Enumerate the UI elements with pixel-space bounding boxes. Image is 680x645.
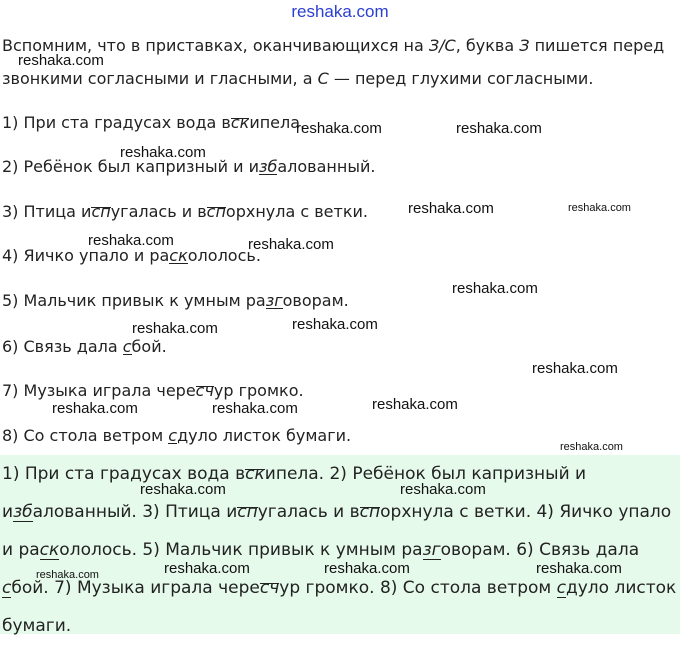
watermark: reshaka.com xyxy=(532,360,618,377)
prefix-mark: с xyxy=(122,337,132,356)
site-header-link[interactable]: reshaka.com xyxy=(291,2,389,21)
watermark: reshaka.com xyxy=(324,560,410,577)
prefix-mark: сп xyxy=(91,202,111,221)
watermark: reshaka.com xyxy=(248,236,334,253)
prefix-mark: ск xyxy=(169,246,188,265)
intro-paragraph: Вспомним, что в приставках, оканчивающихся на З/С, буква З пишется перед звонкими согласными и гласными, а С — перед глухими согласными. xyxy=(2,36,665,88)
answer-block xyxy=(0,455,680,634)
watermark: reshaka.com xyxy=(408,200,494,217)
list-item: 3) Птица исп угалась и всп орхнула с ветки. xyxy=(2,202,368,221)
watermark: reshaka.com xyxy=(52,400,138,417)
watermark: reshaka.com xyxy=(372,396,458,413)
watermark: reshaka.com xyxy=(568,202,631,214)
watermark: reshaka.com xyxy=(292,316,378,333)
watermark: reshaka.com xyxy=(36,569,99,581)
list-item: 4) Яичко упало и раск ололось. xyxy=(2,246,261,265)
watermark: reshaka.com xyxy=(132,320,218,337)
watermark: reshaka.com xyxy=(560,441,623,453)
watermark: reshaka.com xyxy=(18,52,104,69)
watermark: reshaka.com xyxy=(452,280,538,297)
watermark: reshaka.com xyxy=(536,560,622,577)
prefix-mark: ск xyxy=(230,113,250,132)
list-item: 7) Музыка играла чересч ур громко. xyxy=(2,381,304,400)
watermark: reshaka.com xyxy=(400,481,486,498)
prefix-mark: с xyxy=(168,426,178,445)
list-item: 6) Связь дала с бой. xyxy=(2,337,167,356)
watermark: reshaka.com xyxy=(456,120,542,137)
watermark: reshaka.com xyxy=(88,232,174,249)
prefix-mark: сп xyxy=(206,202,226,221)
answer-paragraph: 1) При ста градусах вода вск ипела. 2) Ребёнок был капризный и изб алованный. 3) Птица исп угалась и всп орхнула с ветки. 4) Яичко упало и раск ололось. 5) Мальчик привык к умным разг оворам. 6) Связь дала с бой. 7) Музыка играла чересч ур громко. 8) Со стола ветром с дуло листок бумаги. xyxy=(2,464,677,636)
prefix-mark: зг xyxy=(265,291,283,310)
prefix-mark: сч xyxy=(195,381,214,400)
watermark: reshaka.com xyxy=(120,144,206,161)
watermark: reshaka.com xyxy=(164,560,250,577)
list-item: 2) Ребёнок был капризный и изб алованный. xyxy=(2,157,376,176)
watermark: reshaka.com xyxy=(212,400,298,417)
list-item: 8) Со стола ветром с дуло листок бумаги. xyxy=(2,426,352,445)
list-item: 1) При ста градусах вода вск ипела. xyxy=(2,113,306,132)
list-item: 5) Мальчик привык к умным разг оворам. xyxy=(2,291,349,310)
watermark: reshaka.com xyxy=(140,481,226,498)
watermark: reshaka.com xyxy=(296,120,382,137)
prefix-mark: зб xyxy=(258,157,278,176)
